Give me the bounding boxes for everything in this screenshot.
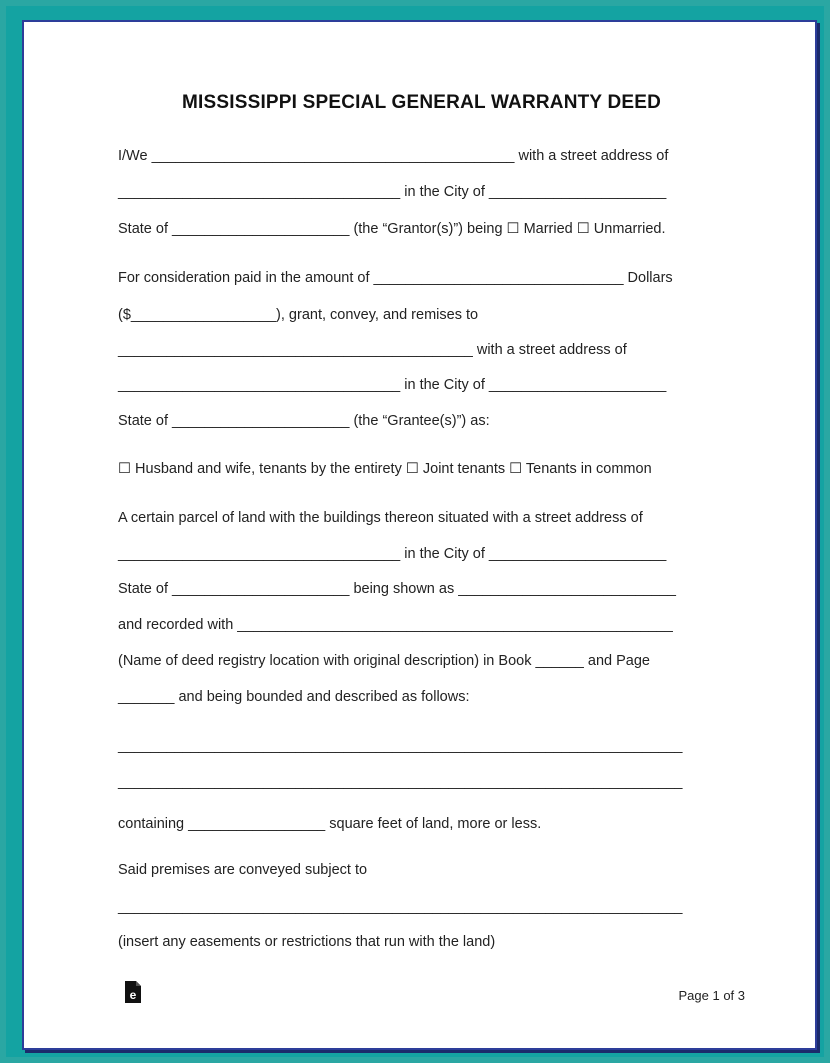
description-blank-line: ______________________________________________________________________	[118, 738, 683, 754]
registry-book-line: (Name of deed registry location with original description) in Book ______ and Page	[118, 653, 650, 669]
grantor-state-line: State of ______________________ (the “Grantor(s)”) being ☐ Married ☐ Unmarried.	[118, 221, 666, 237]
amount-line: ($__________________), grant, convey, and remises to	[118, 307, 479, 323]
bounded-described-line: _______ and being bounded and described as follows:	[118, 689, 470, 705]
recorded-with-line: and recorded with ______________________________________________________	[118, 617, 673, 633]
logo-letter: e	[129, 988, 137, 1002]
parcel-address-line: ___________________________________ in the City of ______________________	[118, 546, 667, 562]
tenancy-options-line: ☐ Husband and wife, tenants by the entirety ☐ Joint tenants ☐ Tenants in common	[118, 461, 652, 477]
grantor-name-line: I/We _____________________________________________ with a street address of	[118, 148, 669, 164]
grantee-name-line: ____________________________________________ with a street address of	[118, 342, 627, 358]
page-number: Page 1 of 3	[678, 988, 745, 1003]
description-blank-line: ______________________________________________________________________	[118, 774, 683, 790]
grantee-address-line: ___________________________________ in the City of ______________________	[118, 377, 667, 393]
subject-to-blank-line: ______________________________________________________________________	[118, 899, 683, 915]
consideration-line: For consideration paid in the amount of _______________________________ Dollars	[118, 270, 673, 286]
page-frame	[6, 6, 824, 1057]
parcel-state-line: State of ______________________ being shown as ___________________________	[118, 581, 676, 597]
eforms-logo-icon	[124, 980, 142, 1004]
page-title: MISSISSIPPI SPECIAL GENERAL WARRANTY DEED	[181, 92, 662, 113]
document-page	[22, 20, 817, 1050]
easements-note-line: (insert any easements or restrictions that run with the land)	[118, 934, 496, 950]
grantor-address-line: ___________________________________ in the City of ______________________	[118, 184, 667, 200]
parcel-description-line: A certain parcel of land with the buildings thereon situated with a street address of	[118, 510, 643, 526]
containing-line: containing _________________ square feet of land, more or less.	[118, 816, 542, 832]
subject-to-line: Said premises are conveyed subject to	[118, 862, 368, 878]
grantee-state-line: State of ______________________ (the “Grantee(s)”) as:	[118, 413, 490, 429]
